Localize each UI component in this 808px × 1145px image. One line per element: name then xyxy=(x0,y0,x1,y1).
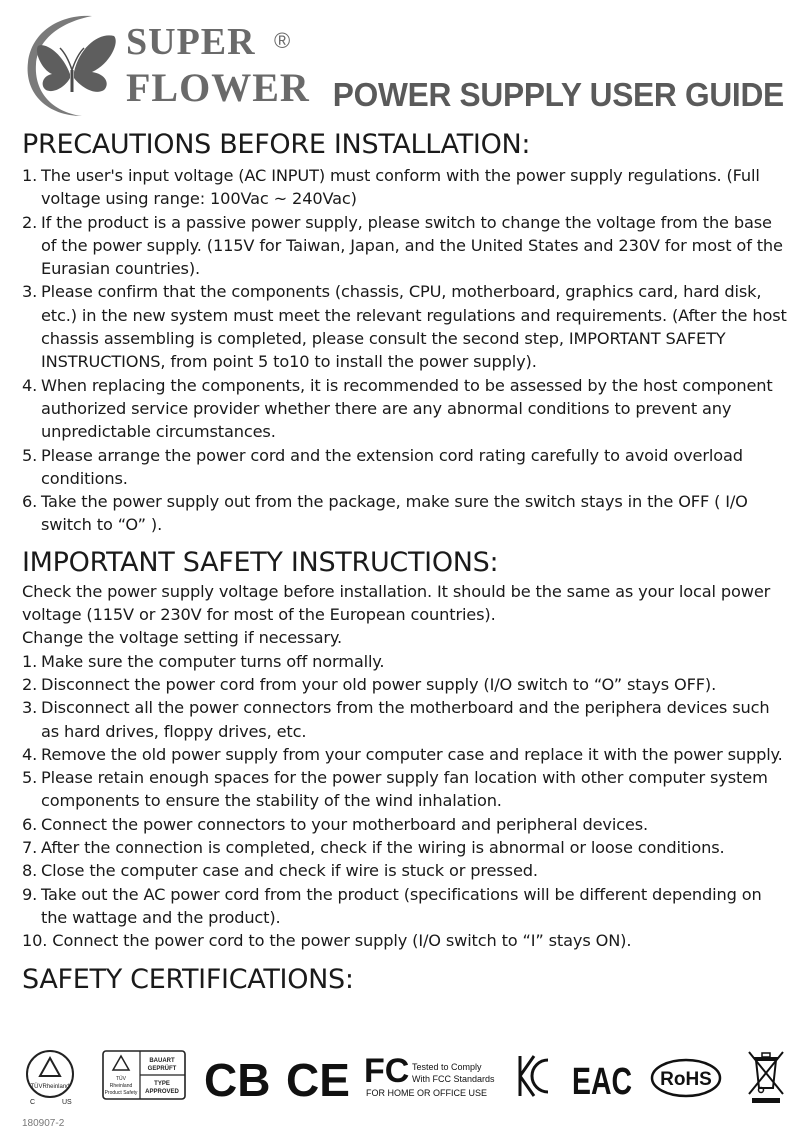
item-number: 1. xyxy=(22,166,38,185)
svg-text:BAUART: BAUART xyxy=(149,1058,175,1064)
item-text: Please confirm that the components (chassis, CPU, motherboard, graphics card, hard disk, etc.) in the new system must meet the relevant regulations and requirements. (After the host chassis assembling is completed, please consult the second step, IMPORTANT SAFETY INSTRUCTIONS, from point 5 to10 to install the power supply). xyxy=(41,282,787,372)
list-item xyxy=(22,211,788,281)
brand-name-line1: SUPER xyxy=(126,21,256,63)
item-text: Connect the power connectors to your motherboard and peripheral devices. xyxy=(41,814,649,834)
item-number: 3. xyxy=(22,698,38,718)
safety-heading: IMPORTANT SAFETY INSTRUCTIONS: xyxy=(22,546,499,578)
eac-mark-icon xyxy=(572,1048,636,1104)
item-number: 5. xyxy=(22,445,38,465)
precautions-heading: PRECAUTIONS BEFORE INSTALLATION: xyxy=(22,129,531,160)
list-item xyxy=(22,836,788,859)
item-text: Connect the power cord to the power supply (I/O switch to “I” stays ON). xyxy=(52,931,632,951)
svg-text:CE: CE xyxy=(286,1054,350,1106)
list-item xyxy=(22,813,788,836)
super-flower-logo xyxy=(22,12,312,120)
page-header xyxy=(0,0,808,128)
svg-text:FOR HOME OR OFFICE USE: FOR HOME OR OFFICE USE xyxy=(366,1088,488,1098)
svg-text:FC: FC xyxy=(364,1052,410,1090)
item-number: 4. xyxy=(22,744,38,764)
certifications-heading: SAFETY CERTIFICATIONS: xyxy=(22,963,354,995)
item-number: 2. xyxy=(22,674,38,694)
item-number: 2. xyxy=(22,212,38,232)
item-number: 3. xyxy=(22,282,38,302)
item-number: 6. xyxy=(22,492,38,512)
list-item xyxy=(22,490,788,537)
document-title: POWER SUPPLY USER GUIDE xyxy=(332,76,784,113)
item-number: 9. xyxy=(22,884,38,904)
list-item xyxy=(22,883,788,930)
item-text: Disconnect all the power connectors from the motherboard and the periphera devices such as hard drives, floppy drives, etc. xyxy=(41,698,770,741)
svg-text:TÜV: TÜV xyxy=(116,1076,126,1082)
item-number: 1. xyxy=(22,651,38,671)
svg-text:With FCC Standards: With FCC Standards xyxy=(412,1074,495,1084)
item-number: 5. xyxy=(22,768,38,788)
rohs-icon xyxy=(648,1048,724,1104)
item-number: 7. xyxy=(22,838,38,858)
tuv-name: TÜVRheinland xyxy=(30,1084,70,1090)
svg-text:TYPE: TYPE xyxy=(154,1081,170,1087)
tuv-us: US xyxy=(62,1099,72,1106)
list-item xyxy=(22,444,788,491)
item-number: 4. xyxy=(22,375,38,395)
kc-mark-icon xyxy=(516,1054,552,1098)
item-text: After the connection is completed, check if the wiring is abnormal or loose conditions. xyxy=(41,838,725,858)
svg-text:Product Safety: Product Safety xyxy=(104,1090,138,1096)
item-number: 6. xyxy=(22,814,38,834)
safety-intro-2: Change the voltage setting if necessary. xyxy=(22,628,343,648)
tuv-c: C xyxy=(30,1099,36,1106)
butterfly-icon xyxy=(22,12,132,120)
item-text: If the product is a passive power supply, please switch to change the voltage from the base of the power supply. (115V for Taiwan, Japan, and the United States and 230V for most of the Eurasian countries). xyxy=(41,212,783,279)
item-text: Disconnect the power cord from your old power supply (I/O switch to “O” stays OFF). xyxy=(41,674,717,694)
item-text: When replacing the components, it is recommended to be assessed by the host component authorized service provider whether there are any abnormal conditions to prevent any unpredictable circumstances. xyxy=(41,375,773,442)
cb-scheme-icon xyxy=(204,1048,271,1106)
list-item xyxy=(22,650,788,673)
list-item xyxy=(22,859,788,882)
list-item xyxy=(22,929,788,952)
list-item xyxy=(22,673,788,696)
tuv-bauart-icon xyxy=(102,1050,186,1100)
item-text: Please retain enough spaces for the power supply fan location with other computer system components to ensure the stability of the wind inhalation. xyxy=(41,768,768,811)
svg-text:CB: CB xyxy=(204,1054,271,1106)
item-number: 10. xyxy=(22,931,48,951)
item-text: Please arrange the power cord and the extension cord rating carefully to avoid overload conditions. xyxy=(41,445,743,488)
svg-text:GEPRÜFT: GEPRÜFT xyxy=(147,1066,177,1072)
list-item xyxy=(22,374,788,444)
weee-crossed-bin-icon xyxy=(746,1048,786,1106)
guide-content xyxy=(22,128,788,997)
list-item xyxy=(22,164,788,211)
svg-text:EAC: EAC xyxy=(572,1061,632,1103)
list-item xyxy=(22,766,788,813)
item-text: Take out the AC power cord from the product (specifications will be different depending on the wattage and the product). xyxy=(41,884,762,927)
item-text: Make sure the computer turns off normally. xyxy=(41,651,385,671)
list-item xyxy=(22,280,788,373)
fcc-icon xyxy=(364,1048,496,1104)
list-item xyxy=(22,696,788,743)
svg-text:APPROVED: APPROVED xyxy=(145,1089,179,1095)
item-text: Close the computer case and check if wire is stuck or pressed. xyxy=(41,861,538,881)
list-item xyxy=(22,743,788,766)
svg-text:Rheinland: Rheinland xyxy=(109,1083,133,1089)
item-text: Take the power supply out from the package, make sure the switch stays in the OFF ( I/O switch to “O” ). xyxy=(41,492,748,535)
brand-name-line2: FLOWER xyxy=(126,65,310,110)
safety-intro: Check the power supply voltage before installation. It should be the same as your local power voltage (115V or 230V for most of the European countries). xyxy=(22,581,771,625)
registered-mark: ® xyxy=(274,28,291,53)
precautions-list xyxy=(22,164,788,537)
certification-logos xyxy=(20,1048,790,1108)
svg-text:Tested to Comply: Tested to Comply xyxy=(412,1062,482,1072)
item-text: The user's input voltage (AC INPUT) must conform with the power supply regulations. (Full voltage using range: 100Vac ~ 240Vac) xyxy=(41,166,760,209)
item-text: Remove the old power supply from your computer case and replace it with the power supply. xyxy=(41,744,783,764)
safety-list xyxy=(22,650,788,953)
item-number: 8. xyxy=(22,861,38,881)
ce-mark-icon xyxy=(286,1048,350,1104)
tuv-rheinland-cus-icon xyxy=(20,1048,80,1106)
svg-text:RoHS: RoHS xyxy=(660,1069,712,1090)
document-code: 180907-2 xyxy=(22,1118,65,1129)
